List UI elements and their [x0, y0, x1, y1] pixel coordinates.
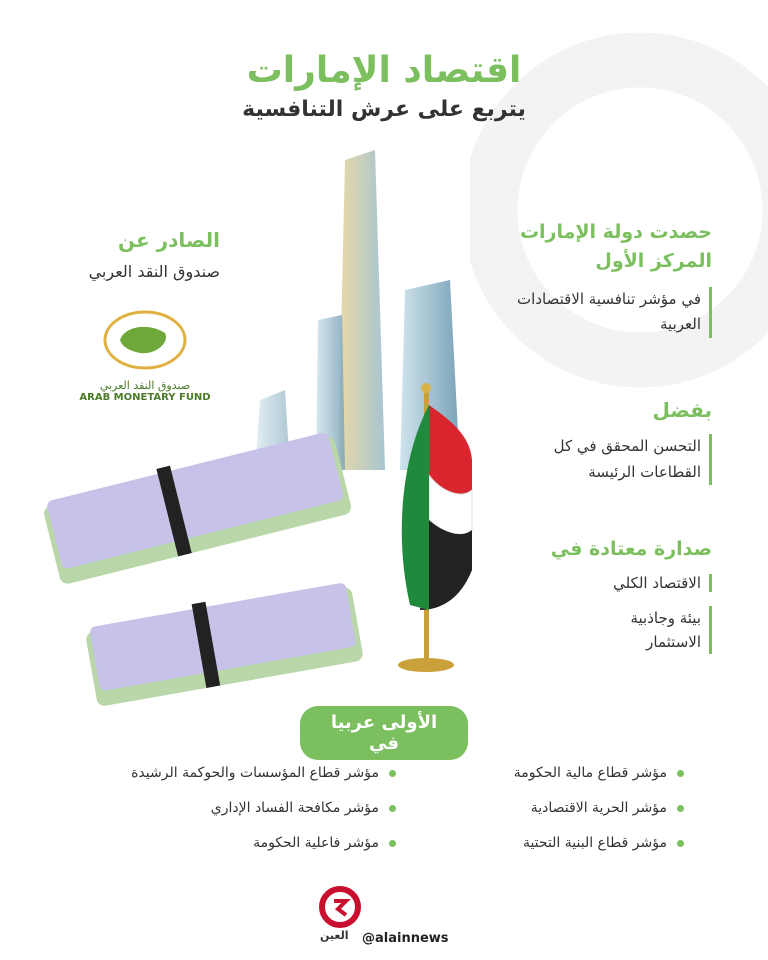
page-subtitle: يتربع على عرش التنافسية	[242, 97, 526, 122]
brand-ar: العين	[320, 929, 349, 942]
list-item: مؤشر قطاع مالية الحكومة	[384, 765, 684, 781]
block-first-place	[512, 218, 712, 338]
uae-flag-icon	[380, 380, 480, 680]
footer-brand	[318, 885, 458, 945]
list-item: مؤشر قطاع البنية التحتية	[384, 835, 684, 851]
bullet-icon	[389, 805, 396, 812]
block-heading: صدارة معتادة في	[550, 538, 712, 560]
block-item: الاقتصاد الكلي	[512, 574, 712, 592]
page-title: اقتصاد الإمارات	[246, 50, 522, 91]
issuer-label: الصادر عن	[118, 228, 220, 252]
issuer-name: صندوق النقد العربي	[88, 262, 220, 281]
amf-logo	[70, 305, 220, 403]
block-heading: بفضل	[652, 398, 712, 422]
list-item: مؤشر قطاع المؤسسات والحوكمة الرشيدة	[66, 765, 396, 781]
amf-logo-en: ARAB MONETARY FUND	[79, 392, 211, 403]
block-leadership	[512, 538, 712, 654]
first-arab-label: الأولى عربيا في	[300, 706, 468, 760]
list-item: مؤشر الحرية الاقتصادية	[384, 800, 684, 816]
amf-logo-ar: صندوق النقد العربي	[99, 379, 191, 392]
bullet-icon	[677, 805, 684, 812]
left-bullet-list	[66, 765, 396, 851]
bullet-icon	[389, 770, 396, 777]
block-item: بيئة وجاذبية الاستثمار	[601, 606, 712, 654]
list-item: مؤشر مكافحة الفساد الإداري	[66, 800, 396, 816]
list-item: مؤشر فاعلية الحكومة	[66, 835, 396, 851]
alain-logo-icon	[318, 885, 362, 929]
money-stack-illustration	[20, 420, 380, 720]
social-handle: @alainnews	[362, 931, 449, 946]
bullet-icon	[677, 840, 684, 847]
block-text: في مؤشر تنافسية الاقتصادات العربية	[512, 287, 712, 338]
bullet-icon	[677, 770, 684, 777]
right-bullet-list	[384, 765, 684, 851]
amf-emblem-icon	[90, 305, 200, 375]
block-heading: حصدت دولة الإمارات المركز الأول	[519, 221, 712, 273]
block-thanks	[512, 398, 712, 485]
block-text: التحسن المحقق في كل القطاعات الرئيسة	[512, 434, 712, 485]
bullet-icon	[389, 840, 396, 847]
